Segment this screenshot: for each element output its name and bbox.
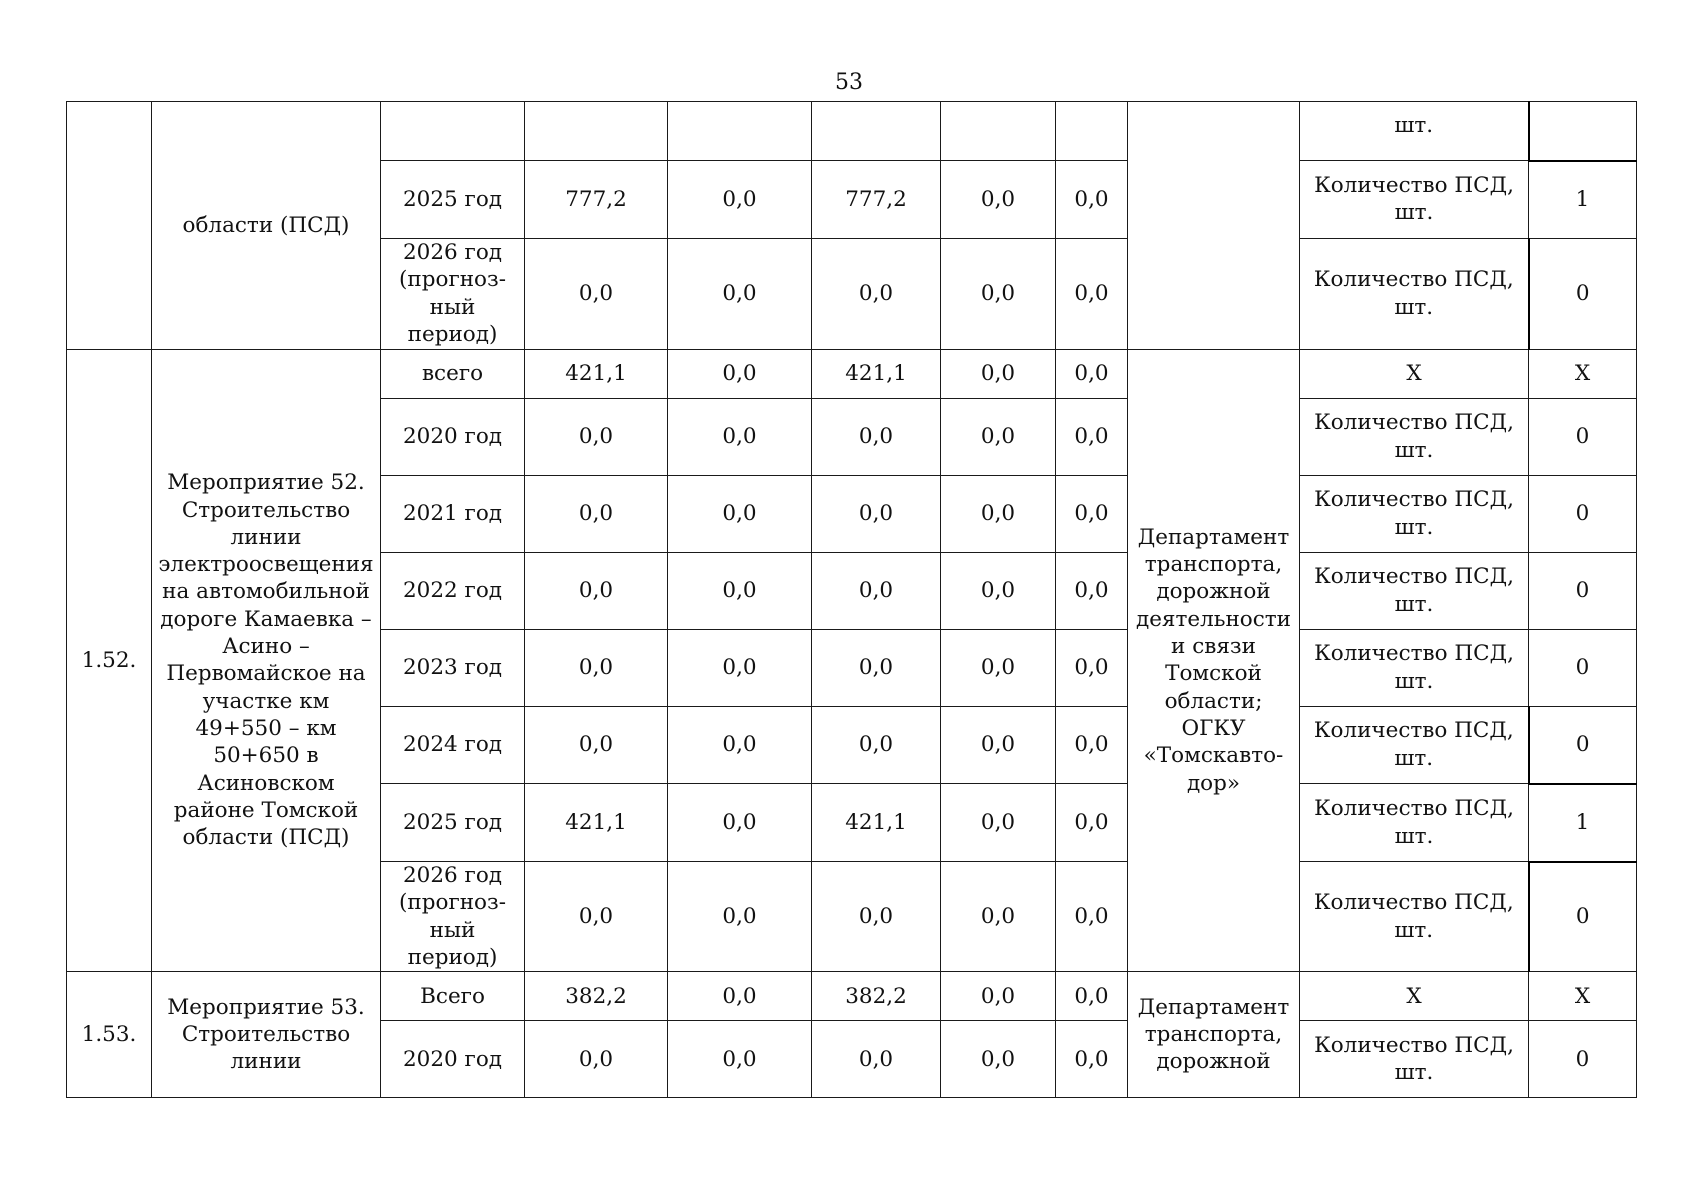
extra-budget-cell: 0,0 bbox=[1056, 552, 1128, 629]
program-table bbox=[66, 101, 1637, 1098]
indicator-cell: Количество ПСД, шт. bbox=[1300, 1021, 1529, 1098]
year-cell: Всего bbox=[381, 972, 525, 1021]
total-cell: 0,0 bbox=[525, 862, 668, 972]
quantity-cell: 1 bbox=[1529, 161, 1637, 239]
quantity-cell: 1 bbox=[1529, 784, 1637, 862]
federal-budget-cell: 0,0 bbox=[668, 972, 812, 1021]
local-budget-cell: 0,0 bbox=[941, 706, 1056, 784]
local-budget-cell: 0,0 bbox=[941, 552, 1056, 629]
regional-budget-cell: 421,1 bbox=[812, 349, 941, 398]
federal-budget-cell: 0,0 bbox=[668, 161, 812, 239]
indicator-cell: Количество ПСД, шт. bbox=[1300, 161, 1529, 239]
local-budget-cell: 0,0 bbox=[941, 161, 1056, 239]
local-budget-cell: 0,0 bbox=[941, 1021, 1056, 1098]
quantity-cell: Х bbox=[1529, 972, 1637, 1021]
local-budget-cell: 0,0 bbox=[941, 349, 1056, 398]
federal-budget-cell: 0,0 bbox=[668, 1021, 812, 1098]
item-number-cell: 1.53. bbox=[67, 972, 152, 1098]
table-row bbox=[67, 102, 1637, 161]
extra-budget-cell: 0,0 bbox=[1056, 706, 1128, 784]
indicator-cell: Количество ПСД, шт. bbox=[1300, 862, 1529, 972]
year-cell: 2023 год bbox=[381, 629, 525, 706]
indicator-cell: Количество ПСД, шт. bbox=[1300, 629, 1529, 706]
year-cell: 2025 год bbox=[381, 161, 525, 239]
regional-budget-cell: 0,0 bbox=[812, 475, 941, 552]
regional-budget-cell: 0,0 bbox=[812, 552, 941, 629]
year-cell: 2021 год bbox=[381, 475, 525, 552]
indicator-cell: шт. bbox=[1300, 102, 1529, 161]
year-cell: 2025 год bbox=[381, 784, 525, 862]
local-budget-cell: 0,0 bbox=[941, 784, 1056, 862]
total-cell: 0,0 bbox=[525, 1021, 668, 1098]
item-name-cell: Мероприятие 52. Строительство линии электроосвещения на автомобильной дороге Камаевка – Асино – Первомайское на участке км 49+550 – км 50+650 в Асиновском районе Томской области (ПСД) bbox=[152, 349, 381, 972]
year-cell bbox=[381, 102, 525, 161]
regional-budget-cell: 0,0 bbox=[812, 706, 941, 784]
federal-budget-cell: 0,0 bbox=[668, 784, 812, 862]
local-budget-cell: 0,0 bbox=[941, 475, 1056, 552]
regional-budget-cell bbox=[812, 102, 941, 161]
federal-budget-cell: 0,0 bbox=[668, 349, 812, 398]
federal-budget-cell: 0,0 bbox=[668, 552, 812, 629]
federal-budget-cell: 0,0 bbox=[668, 629, 812, 706]
indicator-cell: Количество ПСД, шт. bbox=[1300, 398, 1529, 475]
quantity-cell: 0 bbox=[1529, 398, 1637, 475]
quantity-cell: Х bbox=[1529, 349, 1637, 398]
total-cell: 382,2 bbox=[525, 972, 668, 1021]
total-cell: 0,0 bbox=[525, 706, 668, 784]
department-cell bbox=[1128, 102, 1300, 350]
quantity-cell: 0 bbox=[1529, 862, 1637, 972]
regional-budget-cell: 0,0 bbox=[812, 629, 941, 706]
quantity-cell: 0 bbox=[1529, 706, 1637, 784]
local-budget-cell: 0,0 bbox=[941, 972, 1056, 1021]
table-row bbox=[67, 349, 1637, 398]
quantity-cell: 0 bbox=[1529, 629, 1637, 706]
indicator-cell: Х bbox=[1300, 972, 1529, 1021]
federal-budget-cell: 0,0 bbox=[668, 398, 812, 475]
item-name-cell: Мероприятие 53. Строительство линии bbox=[152, 972, 381, 1098]
total-cell: 421,1 bbox=[525, 349, 668, 398]
regional-budget-cell: 421,1 bbox=[812, 784, 941, 862]
extra-budget-cell: 0,0 bbox=[1056, 238, 1128, 349]
indicator-cell: Х bbox=[1300, 349, 1529, 398]
year-cell: всего bbox=[381, 349, 525, 398]
federal-budget-cell: 0,0 bbox=[668, 475, 812, 552]
quantity-cell: 0 bbox=[1529, 238, 1637, 349]
regional-budget-cell: 0,0 bbox=[812, 398, 941, 475]
total-cell: 0,0 bbox=[525, 475, 668, 552]
extra-budget-cell: 0,0 bbox=[1056, 349, 1128, 398]
department-cell: Департамент транспорта, дорожной деятельности и связи Томской области; ОГКУ «Томскавто-дор» bbox=[1128, 349, 1300, 972]
federal-budget-cell: 0,0 bbox=[668, 862, 812, 972]
indicator-cell: Количество ПСД, шт. bbox=[1300, 706, 1529, 784]
total-cell bbox=[525, 102, 668, 161]
extra-budget-cell: 0,0 bbox=[1056, 862, 1128, 972]
item-number-cell bbox=[67, 102, 152, 350]
indicator-cell: Количество ПСД, шт. bbox=[1300, 784, 1529, 862]
page-number: 53 bbox=[835, 70, 863, 95]
total-cell: 421,1 bbox=[525, 784, 668, 862]
quantity-cell: 0 bbox=[1529, 475, 1637, 552]
local-budget-cell: 0,0 bbox=[941, 629, 1056, 706]
extra-budget-cell: 0,0 bbox=[1056, 784, 1128, 862]
extra-budget-cell: 0,0 bbox=[1056, 161, 1128, 239]
extra-budget-cell: 0,0 bbox=[1056, 398, 1128, 475]
department-cell: Департамент транспорта, дорожной bbox=[1128, 972, 1300, 1098]
federal-budget-cell: 0,0 bbox=[668, 238, 812, 349]
item-name-cell: области (ПСД) bbox=[152, 102, 381, 350]
quantity-cell: 0 bbox=[1529, 552, 1637, 629]
federal-budget-cell bbox=[668, 102, 812, 161]
year-cell: 2026 год (прогноз-ный период) bbox=[381, 238, 525, 349]
item-number-cell: 1.52. bbox=[67, 349, 152, 972]
federal-budget-cell: 0,0 bbox=[668, 706, 812, 784]
quantity-cell bbox=[1529, 102, 1637, 161]
local-budget-cell: 0,0 bbox=[941, 862, 1056, 972]
indicator-cell: Количество ПСД, шт. bbox=[1300, 475, 1529, 552]
indicator-cell: Количество ПСД, шт. bbox=[1300, 552, 1529, 629]
table-row bbox=[67, 972, 1637, 1021]
total-cell: 0,0 bbox=[525, 398, 668, 475]
year-cell: 2022 год bbox=[381, 552, 525, 629]
year-cell: 2024 год bbox=[381, 706, 525, 784]
local-budget-cell bbox=[941, 102, 1056, 161]
regional-budget-cell: 0,0 bbox=[812, 1021, 941, 1098]
regional-budget-cell: 0,0 bbox=[812, 238, 941, 349]
total-cell: 0,0 bbox=[525, 238, 668, 349]
indicator-cell: Количество ПСД, шт. bbox=[1300, 238, 1529, 349]
extra-budget-cell bbox=[1056, 102, 1128, 161]
total-cell: 0,0 bbox=[525, 629, 668, 706]
regional-budget-cell: 0,0 bbox=[812, 862, 941, 972]
extra-budget-cell: 0,0 bbox=[1056, 629, 1128, 706]
year-cell: 2020 год bbox=[381, 1021, 525, 1098]
total-cell: 0,0 bbox=[525, 552, 668, 629]
year-cell: 2020 год bbox=[381, 398, 525, 475]
local-budget-cell: 0,0 bbox=[941, 398, 1056, 475]
extra-budget-cell: 0,0 bbox=[1056, 475, 1128, 552]
regional-budget-cell: 777,2 bbox=[812, 161, 941, 239]
year-cell: 2026 год (прогноз-ный период) bbox=[381, 862, 525, 972]
extra-budget-cell: 0,0 bbox=[1056, 972, 1128, 1021]
regional-budget-cell: 382,2 bbox=[812, 972, 941, 1021]
quantity-cell: 0 bbox=[1529, 1021, 1637, 1098]
extra-budget-cell: 0,0 bbox=[1056, 1021, 1128, 1098]
total-cell: 777,2 bbox=[525, 161, 668, 239]
local-budget-cell: 0,0 bbox=[941, 238, 1056, 349]
